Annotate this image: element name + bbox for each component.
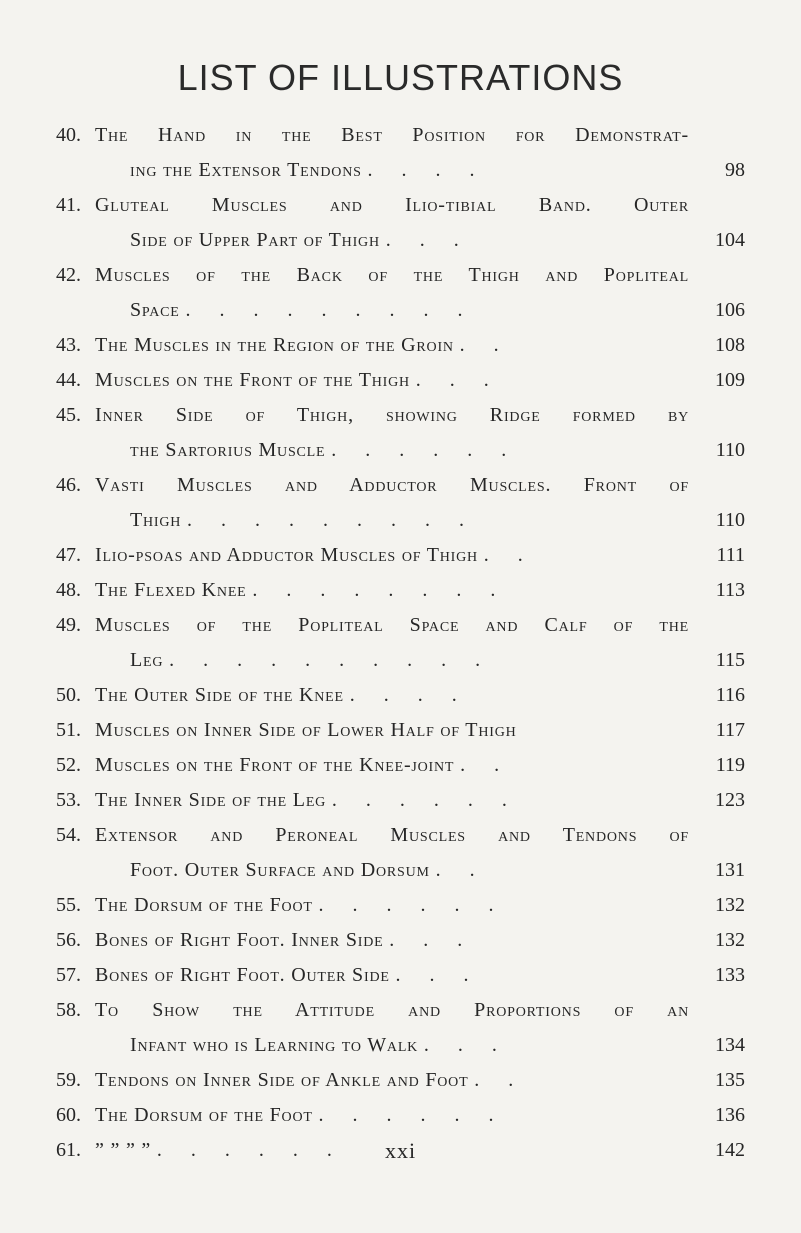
leader-dots: . . . . . .: [318, 1104, 506, 1126]
item-title: [95, 678, 689, 713]
item-title-text: Muscles of the Back of the Thigh and Popliteal: [95, 264, 689, 286]
leader-dots: . .: [483, 544, 535, 566]
list-item: [0, 363, 801, 398]
list-item: [0, 468, 801, 503]
item-title-text: Extensor and Peroneal Muscles and Tendons of: [95, 824, 689, 846]
item-page-number: 135: [715, 1069, 745, 1091]
list-item: [0, 188, 801, 223]
item-title-text: The Flexed Knee: [95, 579, 247, 601]
item-number: 42.: [56, 264, 81, 286]
item-title-text: The Muscles in the Region of the Groin: [95, 334, 454, 356]
item-page-number: 110: [715, 439, 745, 461]
item-page-number: 113: [715, 579, 745, 601]
list-item: [0, 258, 801, 293]
item-page-number: 115: [715, 649, 745, 671]
item-number: 54.: [56, 824, 81, 846]
leader-dots: . .: [459, 334, 511, 356]
item-page-number: 111: [716, 544, 745, 566]
list-item: [0, 1028, 801, 1063]
item-number: 46.: [56, 474, 81, 496]
item-page-number: 116: [715, 684, 745, 706]
item-title: [95, 573, 689, 608]
item-title: [95, 398, 689, 433]
item-title-text: The Inner Side of the Leg: [95, 789, 327, 811]
leader-dots: . . . . . .: [331, 789, 519, 811]
item-page-number: 106: [715, 299, 745, 321]
item-page-number: 117: [715, 719, 745, 741]
leader-dots: . . . .: [367, 159, 487, 181]
item-title: [95, 993, 689, 1028]
item-page-number: 132: [715, 894, 745, 916]
item-number: 50.: [56, 684, 81, 706]
item-title-text: Tendons on Inner Side of Ankle and Foot: [95, 1069, 469, 1091]
list-item: [0, 1063, 801, 1098]
leader-dots: . . . . . .: [331, 439, 519, 461]
item-title-text: Leg: [130, 649, 164, 671]
list-item: [0, 643, 801, 678]
item-page-number: 110: [715, 509, 745, 531]
item-number: 51.: [56, 719, 81, 741]
list-item: [0, 958, 801, 993]
item-title: [95, 783, 689, 818]
item-title: [95, 958, 689, 993]
list-item: [0, 153, 801, 188]
list-item: [0, 678, 801, 713]
item-title: [95, 328, 689, 363]
list-item: [0, 223, 801, 258]
item-title-text: ing the Extensor Tendons: [130, 159, 362, 181]
list-item: [0, 748, 801, 783]
item-page-number: 109: [715, 369, 745, 391]
item-title-text: the Sartorius Muscle: [130, 439, 326, 461]
page-number: xxi: [384, 1138, 417, 1163]
item-title-text: Infant who is Learning to Walk: [130, 1034, 419, 1056]
list-item: [0, 503, 801, 538]
list-item: [0, 328, 801, 363]
list-item: [0, 398, 801, 433]
list-item: [0, 1098, 801, 1133]
item-title-text: Muscles on the Front of the Thigh: [95, 369, 410, 391]
leader-dots: . . . . . .: [318, 894, 506, 916]
leader-dots: . . . .: [349, 684, 469, 706]
leader-dots: . .: [474, 1069, 526, 1091]
item-page-number: 142: [715, 1139, 745, 1161]
item-number: 41.: [56, 194, 81, 216]
item-title-text: ” ” ” ”: [95, 1139, 152, 1161]
item-title: [95, 468, 689, 503]
item-page-number: 133: [715, 964, 745, 986]
item-title: [95, 713, 689, 748]
item-number: 40.: [56, 124, 81, 146]
item-page-number: 132: [715, 929, 745, 951]
list-item: [0, 293, 801, 328]
item-title: [130, 153, 689, 188]
item-number: 55.: [56, 894, 81, 916]
item-number: 59.: [56, 1069, 81, 1091]
item-number: 60.: [56, 1104, 81, 1126]
item-number: 48.: [56, 579, 81, 601]
item-title-text: Bones of Right Foot. Outer Side: [95, 964, 390, 986]
item-title: [95, 888, 689, 923]
item-title-text: Vasti Muscles and Adductor Muscles. Front of: [95, 474, 689, 496]
item-title-text: The Dorsum of the Foot: [95, 894, 313, 916]
item-title: [130, 433, 689, 468]
item-title-text: Gluteal Muscles and Ilio-tibial Band. Outer: [95, 194, 689, 216]
item-title: [95, 258, 689, 293]
item-title-text: Foot. Outer Surface and Dorsum: [130, 859, 430, 881]
item-title: [130, 1028, 689, 1063]
item-title: [130, 223, 689, 258]
item-number: 56.: [56, 929, 81, 951]
item-number: 57.: [56, 964, 81, 986]
item-title: [95, 538, 689, 573]
leader-dots: . . .: [389, 929, 475, 951]
list-item: [0, 888, 801, 923]
list-item: [0, 608, 801, 643]
list-item: [0, 713, 801, 748]
item-title: [130, 853, 689, 888]
leader-dots: . . .: [423, 1034, 509, 1056]
leader-dots: . .: [435, 859, 487, 881]
item-title-text: Side of Upper Part of Thigh: [130, 229, 380, 251]
item-title: [95, 923, 689, 958]
leader-dots: . . .: [385, 229, 471, 251]
list-item: [0, 573, 801, 608]
item-title-text: Ilio-psoas and Adductor Muscles of Thigh: [95, 544, 478, 566]
item-page-number: 134: [715, 1034, 745, 1056]
list-item: [0, 853, 801, 888]
list-item: [0, 993, 801, 1028]
item-title: [95, 118, 689, 153]
leader-dots: . . . . . . . . . .: [169, 649, 493, 671]
item-title: [95, 1098, 689, 1133]
item-title-text: Muscles of the Popliteal Space and Calf of the: [95, 614, 689, 636]
item-page-number: 98: [725, 159, 745, 181]
item-page-number: 108: [715, 334, 745, 356]
list-item: [0, 433, 801, 468]
list-item: [0, 923, 801, 958]
item-title: [130, 643, 689, 678]
item-title: [95, 188, 689, 223]
item-title: [95, 1063, 689, 1098]
leader-dots: . .: [460, 754, 512, 776]
item-number: 61.: [56, 1139, 81, 1161]
item-number: 43.: [56, 334, 81, 356]
leader-dots: . . . . . .: [156, 1139, 344, 1161]
item-number: 52.: [56, 754, 81, 776]
leader-dots: . . . . . . . .: [252, 579, 508, 601]
leader-dots: . . .: [415, 369, 501, 391]
item-page-number: 136: [715, 1104, 745, 1126]
leader-dots: . . .: [395, 964, 481, 986]
item-page-number: 123: [715, 789, 745, 811]
item-number: 53.: [56, 789, 81, 811]
item-title-text: To Show the Attitude and Proportions of an: [95, 999, 689, 1021]
item-title-text: Space: [130, 299, 180, 321]
item-number: 58.: [56, 999, 81, 1021]
item-title-text: Muscles on the Front of the Knee-joint: [95, 754, 455, 776]
leader-dots: . . . . . . . . .: [185, 299, 475, 321]
item-page-number: 131: [715, 859, 745, 881]
item-title-text: The Dorsum of the Foot: [95, 1104, 313, 1126]
item-number: 44.: [56, 369, 81, 391]
item-title: [95, 363, 689, 398]
item-title-text: The Outer Side of the Knee: [95, 684, 344, 706]
item-number: 45.: [56, 404, 81, 426]
leader-dots: . . . . . . . . .: [187, 509, 477, 531]
item-title: [95, 818, 689, 853]
list-item: [0, 783, 801, 818]
item-title: [95, 748, 689, 783]
illustration-list: [0, 118, 801, 1168]
list-item: [0, 538, 801, 573]
list-item: [0, 818, 801, 853]
item-title-text: Thigh: [130, 509, 182, 531]
item-title-text: Muscles on Inner Side of Lower Half of Thigh: [95, 719, 517, 741]
item-number: 49.: [56, 614, 81, 636]
item-title: [95, 608, 689, 643]
item-title-text: Bones of Right Foot. Inner Side: [95, 929, 384, 951]
item-title-text: Inner Side of Thigh, showing Ridge formed by: [95, 404, 689, 426]
item-title: [130, 503, 689, 538]
list-item: [0, 118, 801, 153]
item-title-text: The Hand in the Best Position for Demonstrat-: [95, 124, 689, 146]
item-page-number: 119: [715, 754, 745, 776]
item-number: 47.: [56, 544, 81, 566]
item-title: [130, 293, 689, 328]
item-page-number: 104: [715, 229, 745, 251]
page-title: LIST OF ILLUSTRATIONS: [177, 57, 624, 98]
